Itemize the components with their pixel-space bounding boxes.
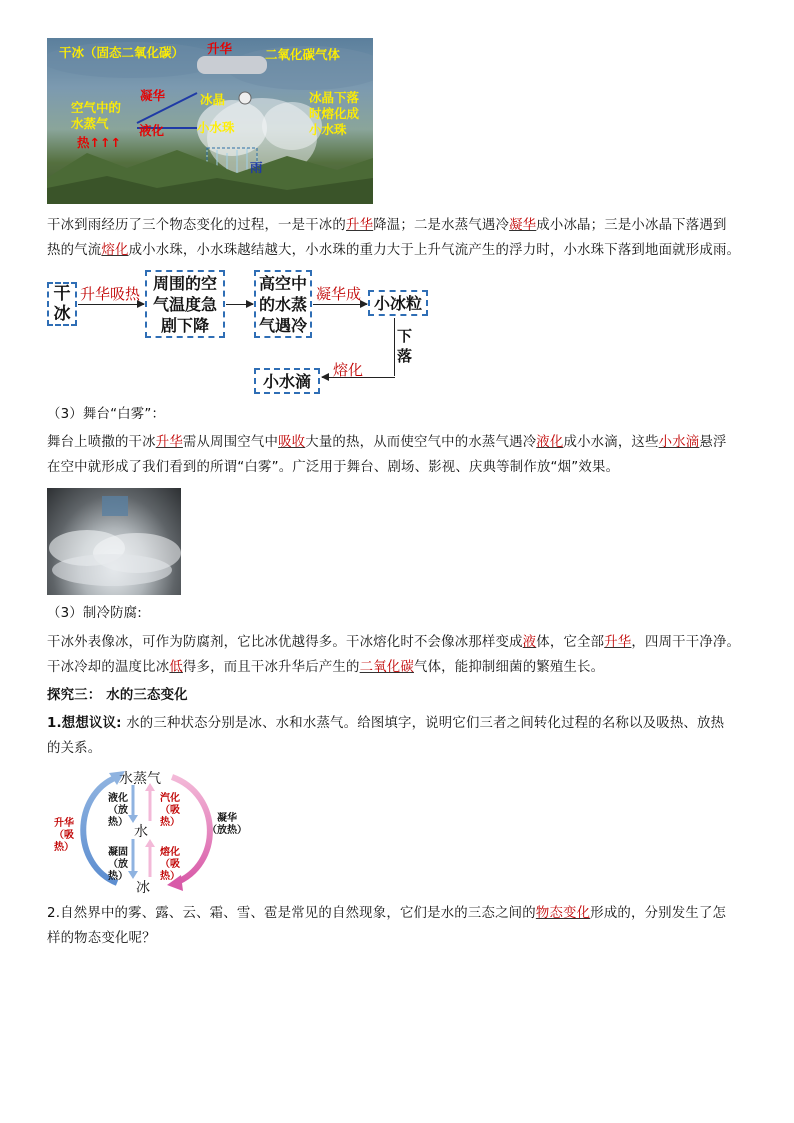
state-vapor: 水蒸气 (119, 771, 161, 787)
keyword: 吸收 (278, 435, 306, 450)
heat-note: （吸热） (160, 805, 180, 828)
heat-note: （吸热） (160, 859, 180, 882)
flow-box-vapor-cooling: 高空中的水蒸气遇冷 (254, 270, 312, 338)
label-fall-3: 小水珠 (309, 122, 347, 137)
keyword: 升华 (155, 435, 183, 450)
question-1 (47, 711, 757, 761)
heat-note: （吸热） (54, 830, 74, 853)
flow-arrow-2 (226, 304, 253, 305)
text: 干冰外表像冰，可作为防腐剂，它比冰优越得多。干冰熔化时不会像冰那样变成 (47, 635, 523, 650)
flow-label-deposition: 凝华成 (316, 285, 362, 303)
text: ，四周干干净净。 (631, 635, 741, 650)
flow-label-melting: 熔化 (333, 361, 364, 379)
label-vapor-1: 空气中的 (71, 100, 122, 115)
keyword: 升华 (604, 635, 632, 650)
label-heat: 热↑↑↑ (77, 135, 121, 150)
label-droplet: 小水珠 (197, 120, 235, 135)
heat-note: （放热） (108, 805, 128, 828)
text: 舞台上喷撒的干冰 (47, 435, 156, 450)
process-name: 液化 (108, 793, 128, 804)
keyword: 升华 (346, 218, 374, 233)
state-ice: 冰 (136, 880, 150, 896)
text: 样的物态变化呢？ (47, 931, 156, 946)
label-rain: 雨 (250, 160, 263, 175)
text: 大量的热，从而使空气中的水蒸气遇冷 (305, 435, 537, 450)
section-heading-water: 探究三： 水的三态变化 (47, 688, 188, 703)
process-name: 凝华 (217, 813, 237, 824)
dry-ice-rain-illustration (47, 38, 373, 204)
label-fall-1: 冰晶下落 (309, 90, 360, 105)
flow-arrow-1 (78, 304, 144, 305)
label-freeze (101, 847, 135, 883)
keyword: 凝华 (509, 218, 537, 233)
heat-note: （放热） (207, 825, 247, 836)
text: 体，它全部 (536, 635, 605, 650)
fog-art (47, 488, 181, 595)
label-sublime (47, 818, 81, 854)
label-deposition: 凝华 (140, 88, 166, 103)
text: 水的三种状态分别是冰、水和水蒸气。给图填字，说明它们三者之间转化过程的名称以及吸热、放热 (121, 716, 725, 731)
text: 气体，能抑制细菌的繁殖生长。 (413, 660, 605, 675)
keyword: 液化 (536, 435, 564, 450)
text: 得多，而且干冰升华后产生的 (182, 660, 360, 675)
flow-box-dry-ice: 干冰 (47, 282, 77, 326)
label-sublimation: 升华 (207, 41, 233, 56)
process-name: 升华 (54, 818, 74, 829)
label-melt (153, 847, 187, 883)
flow-arrow-4-line (394, 318, 395, 376)
process-name: 熔化 (160, 847, 180, 858)
keyword: 液 (522, 635, 537, 650)
text: 在空中就形成了我们看到的所谓“白雾”。广泛用于舞台、剧场、影视、庆典等制作放“烟”效果。 (47, 460, 620, 475)
text: 需从周围空气中 (182, 435, 279, 450)
flow-box-air-cooling: 周围的空气温度急剧下降 (145, 270, 225, 338)
process-name: 汽化 (160, 793, 180, 804)
flow-arrow-3 (313, 304, 367, 305)
keyword: 小水滴 (658, 435, 700, 450)
text: 干冰到雨经历了三个物态变化的过程，一是干冰的 (47, 218, 346, 233)
text: 干冰冷却的温度比冰 (47, 660, 170, 675)
text: 形成的，分别发生了怎 (590, 906, 727, 921)
stage-fog-photo (47, 488, 181, 595)
keyword: 物态变化 (535, 906, 591, 921)
question-label: 1.想想议议: (47, 716, 122, 731)
label-liquefy (101, 793, 135, 829)
flow-box-water-drop: 小水滴 (254, 368, 320, 394)
keyword: 低 (169, 660, 183, 675)
heat-note: （放热） (108, 859, 128, 882)
text: 的关系。 (47, 741, 102, 756)
text: 成小冰晶；三是小冰晶下落遇到 (536, 218, 727, 233)
text: 悬浮 (699, 435, 727, 450)
label-deposit (207, 813, 247, 837)
flow-box-ice-grain: 小冰粒 (368, 290, 428, 316)
keyword: 二氧化碳 (359, 660, 414, 675)
label-vapor-2: 水蒸气 (71, 116, 109, 131)
text: 成小水滴，这些 (563, 435, 659, 450)
flow-label-fall: 下落 (397, 327, 413, 365)
text: 成小水珠，小水珠越结越大，小水珠的重力大于上升气流产生的浮力时，小水珠下落到地面就形成雨。 (128, 243, 741, 258)
label-co2: 二氧化碳气体 (265, 47, 341, 62)
label-dry-ice: 干冰（固态二氧化碳） (59, 45, 185, 60)
question-2 (47, 901, 757, 951)
water-states-diagram (47, 765, 257, 895)
label-fall-2: 时熔化成 (309, 106, 360, 121)
section-stage-fog (47, 402, 757, 480)
text: 热的气流 (47, 243, 102, 258)
state-water: 水 (134, 824, 148, 840)
flow-label-sublimation: 升华吸热 (80, 285, 141, 303)
section-heading: （3）舞台“白雾”： (47, 407, 166, 422)
section-refrigeration (47, 601, 757, 680)
text: 2.自然界中的雾、露、云、霜、雪、雹是常见的自然现象，它们是水的三态之间的 (47, 906, 536, 921)
label-vaporize (153, 793, 187, 829)
text: 降温；二是水蒸气遇冷 (373, 218, 510, 233)
keyword: 熔化 (101, 243, 129, 258)
process-name: 凝固 (108, 847, 128, 858)
label-ice-crystal: 冰晶 (200, 92, 226, 107)
label-liquefy: 液化 (139, 123, 165, 138)
section-heading: （3）制冷防腐: (47, 606, 142, 621)
paragraph-rain-process (47, 213, 757, 263)
